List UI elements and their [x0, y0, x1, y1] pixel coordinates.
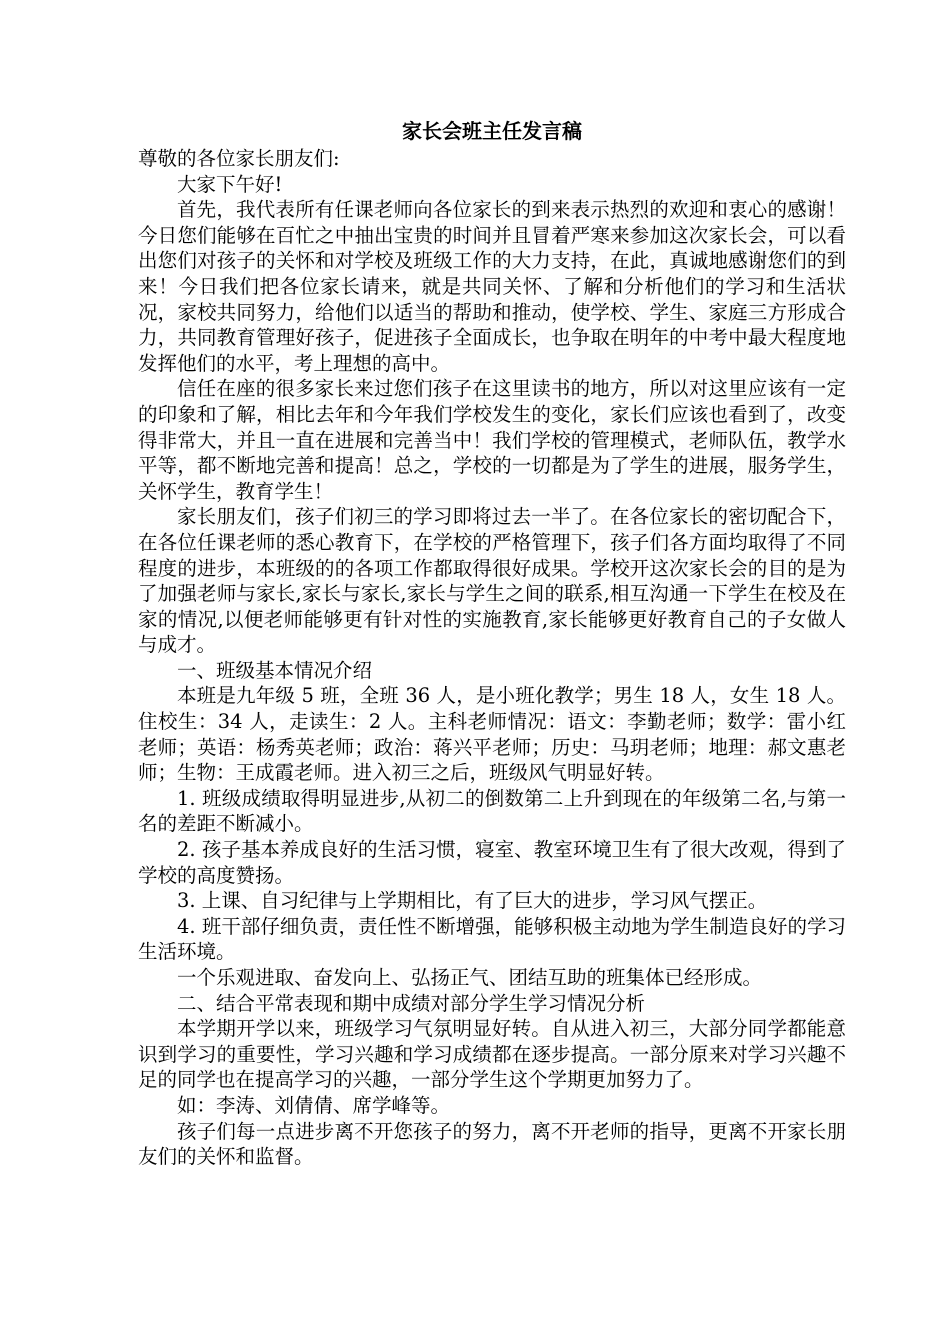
- paragraph-analysis: 本学期开学以来，班级学习气氛明显好转。自从进入初三，大部分同学都能意识到学习的重要性，学习兴趣和学习成绩都在逐步提高。一部分原来对学习兴趣不足的同学也在提高学习的兴趣，一部分学生这个学期更加努力了。: [138, 1017, 846, 1092]
- paragraph-purpose: 家长朋友们，孩子们初三的学习即将过去一半了。在各位家长的密切配合下，在各位任课老师的悉心教育下，在学校的严格管理下，孩子们各方面均取得了不同程度的进步，本班级的的各项工作都取得很好成果。学校开这次家长会的目的是为了加强老师与家长,家长与家长,家长与学生之间的联系,相互沟通一下学生在校及在家的情况,以便老师能够更有针对性的实施教育,家长能够更好教育自己的子女做人与成才。: [138, 505, 846, 657]
- list-item-4: 4. 班干部仔细负责，责任性不断增强，能够积极主动地为学生制造良好的学习生活环境。: [138, 914, 846, 964]
- paragraph-welcome: 首先，我代表所有任课老师向各位家长的到来表示热烈的欢迎和衷心的感谢！今日您们能够在百忙之中抽出宝贵的时间并且冒着严寒来参加这次家长会，可以看出您们对孩子的关怀和对学校及班级工作的大力支持，在此，真诚地感谢您们的到来！今日我们把各位家长请来，就是共同关怀、了解和分析他们的学习和生活状况，家校共同努力，给他们以适当的帮助和推动，使学校、学生、家庭三方形成合力，共同教育管理好孩子，促进孩子全面成长，也争取在明年的中考中最大程度地发挥他们的水平，考上理想的高中。: [138, 198, 846, 375]
- paragraph-greeting: 大家下午好!: [177, 172, 283, 196]
- paragraph-class-spirit: 一个乐观进取、奋发向上、弘扬正气、团结互助的班集体已经形成。: [177, 966, 763, 989]
- paragraph-school-changes: 信任在座的很多家长来过您们孩子在这里读书的地方，所以对这里应该有一定的印象和了解，相比去年和今年我们学校发生的变化，家长们应该也看到了，改变得非常大，并且一直在进展和完善当中！我们学校的管理模式，老师队伍，教学水平等，都不断地完善和提高！总之，学校的一切都是为了学生的进展，服务学生，关怀学生，教育学生！: [138, 377, 846, 503]
- document-page: [138, 118, 846, 1170]
- paragraph-class-info: 本班是九年级 5 班，全班 36 人，是小班化教学；男生 18 人，女生 18 人。住校生：34 人，走读生：2 人。主科老师情况：语文：李勤老师；数学：雷小红老师；英语：杨秀英老师；政治：蒋兴平老师；历史：马玥老师；地理：郝文惠老师；生物：王成霞老师。进入初三之后，班级风气明显好转。: [138, 684, 846, 785]
- paragraph-closing: 孩子们每一点进步离不开您孩子的努力，离不开老师的指导，更离不开家长朋友们的关怀和监督。: [138, 1119, 846, 1169]
- section-heading-analysis: 二、结合平常表现和期中成绩对部分学生学习情况分析: [177, 991, 646, 1015]
- paragraph-examples: 如：李涛、刘倩倩、席学峰等。: [177, 1093, 451, 1117]
- document-title: 家长会班主任发言稿: [402, 119, 582, 143]
- list-item-3: 3. 上课、自习纪律与上学期相比，有了巨大的进步，学习风气摆正。: [177, 889, 768, 913]
- list-item-1: 1. 班级成绩取得明显进步,从初二的倒数第二上升到现在的年级第二名,与第一名的差距不断减小。: [138, 786, 846, 836]
- list-item-2: 2. 孩子基本养成良好的生活习惯，寝室、教室环境卫生有了很大改观，得到了学校的高度赞扬。: [138, 838, 846, 887]
- section-heading-class-info: 一、班级基本情况介绍: [177, 658, 373, 682]
- salutation: 尊敬的各位家长朋友们:: [138, 147, 340, 170]
